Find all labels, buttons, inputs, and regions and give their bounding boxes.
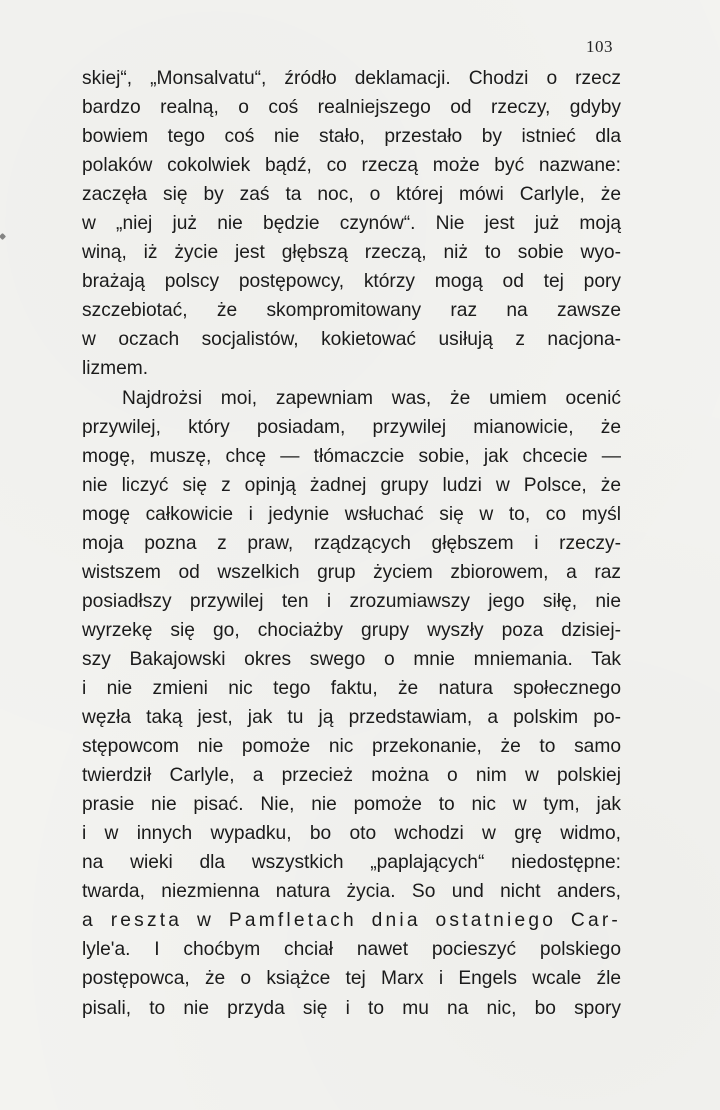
text-line: mogę całkowicie i jedynie wsłuchać się w to, co myśl <box>82 503 621 525</box>
text-line: moja pozna z praw, rządzących głębszem i rzeczy- <box>82 532 621 554</box>
text-line: pisali, to nie przyda się i to mu na nic, bo spory <box>82 997 621 1019</box>
text-line: posiadłszy przywilej ten i zrozumiawszy jego siłę, nie <box>82 590 621 612</box>
text-line: bardzo realną, o coś realniejszego od rzeczy, gdyby <box>82 97 621 119</box>
text-line: w oczach socjalistów, kokietować usiłują z nacjona- <box>82 329 621 351</box>
text-line: i w innych wypadku, bo oto wchodzi w grę widmo, <box>82 823 621 845</box>
text-line: postępowca, że o książce tej Marx i Engels wcale źle <box>82 968 621 990</box>
paragraph-first-line: Najdrożsi moi, zapewniam was, że umiem ocenić <box>122 387 621 409</box>
text-line: na wieki dla wszystkich „paplających“ niedostępne: <box>82 852 621 874</box>
text-line: węzła taką jest, jak tu ją przedstawiam, a polskim po- <box>82 707 621 729</box>
margin-speck <box>0 233 6 240</box>
text-line: skiej“, „Monsalvatu“, źródło deklamacji. Chodzi o rzecz <box>82 68 621 89</box>
text-line: wyrzekę się go, chociażby grupy wyszły poza dzisiej- <box>82 619 621 641</box>
text-line: polaków cokolwiek bądź, co rzeczą może być nazwane: <box>82 155 621 177</box>
text-line: brażają polscy postępowcy, którzy mogą od tej pory <box>82 271 621 293</box>
text-line: w „niej już nie będzie czynów“. Nie jest już moją <box>82 213 621 235</box>
text-line: zaczęła się by zaś ta noc, o której mówi Carlyle, że <box>82 184 621 206</box>
text-line: bowiem tego coś nie stało, przestało by istnieć dla <box>82 126 621 148</box>
text-line: mogę, muszę, chcę — tłómaczcie sobie, jak chcecie — <box>82 445 621 467</box>
text-line: i nie zmieni nic tego faktu, że natura społecznego <box>82 677 621 699</box>
page-number: 103 <box>586 37 613 56</box>
text-line: szczebiotać, że skompromitowany raz na zawsze <box>82 300 621 322</box>
text-line: wistszem od wszelkich grup życiem zbiorowem, a raz <box>82 561 621 583</box>
text-line: szy Bakajowski okres swego o mnie mniemania. Tak <box>82 648 621 670</box>
text-line: prasie nie pisać. Nie, nie pomoże to nic w tym, jak <box>82 794 621 816</box>
text-line: twarda, niezmienna natura życia. So und nicht anders, <box>82 881 621 903</box>
text-line: stępowcom nie pomoże nic przekonanie, że to samo <box>82 736 621 758</box>
body-text <box>82 64 621 1023</box>
text-line: twierdził Carlyle, a przecież można o nim w polskiej <box>82 765 621 787</box>
text-line-spaced-title: a reszta w Pamfletach dnia ostatniego Car- <box>82 910 621 932</box>
paragraph-end-line: lizmem. <box>82 358 149 380</box>
text-line: lyle'a. I choćbym chciał nawet pocieszyć polskiego <box>82 939 621 961</box>
text-line: winą, iż życie jest głębszą rzeczą, niż to sobie wyo- <box>82 242 621 264</box>
text-line: nie liczyć się z opinją żadnej grupy ludzi w Polsce, że <box>82 474 621 496</box>
text-line: przywilej, który posiadam, przywilej mianowicie, że <box>82 416 621 438</box>
